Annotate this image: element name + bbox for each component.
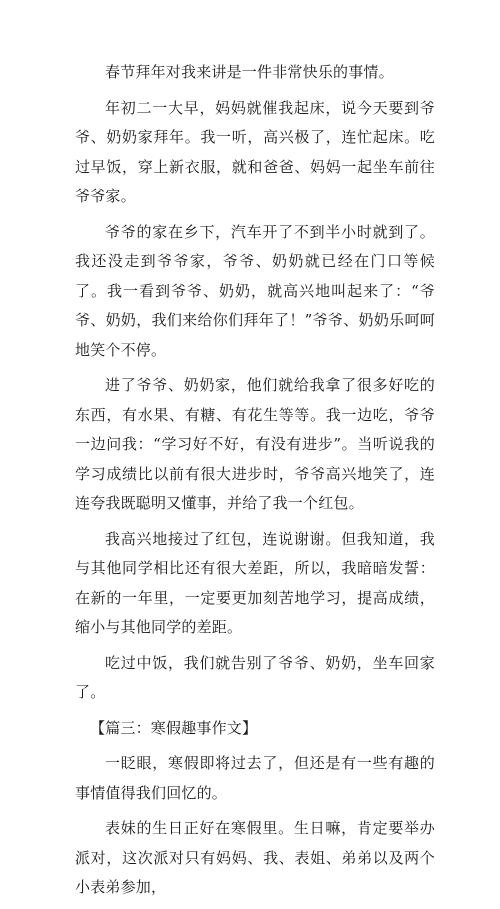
paragraph-grandparents-home: 爷爷的家在乡下，汽车开了不到半小时就到了。我还没走到爷爷家，爷爷、奶奶就已经在门口等候了。我一看到爷爷、奶奶，就高兴地叫起来了：“爷爷、奶奶，我们来给你们拜年了！”爷爷、奶奶乐呵呵地笑个不停。 xyxy=(75,222,435,359)
paragraph-intro: 春节拜年对我来讲是一件非常快乐的事情。 xyxy=(105,63,394,81)
document-body xyxy=(75,58,435,909)
paragraph-red-envelope: 进了爷爷、奶奶家，他们就给我拿了很多好吃的东西，有水果、有糖、有花生等等。我一边吃，爷爷一边问我：“学习好不好，有没有进步”。当听说我的学习成绩比以前有很大进步时，爷爷高兴地笑了，连连夸我既聪明又懂事，并给了我一个红包。 xyxy=(75,376,435,512)
paragraph-vow: 我高兴地接过了红包，连说谢谢。但我知道，我与其他同学相比还有很大差距，所以，我暗暗发誓：在新的一年里，一定要更加刻苦地学习，提高成绩，缩小与其他同学的差距。 xyxy=(75,529,435,636)
paragraph-return-home: 吃过中饭，我们就告别了爷爷、奶奶，坐车回家了。 xyxy=(75,653,435,701)
section-heading: 【篇三：寒假趣事作文】 xyxy=(90,718,258,737)
paragraph-cousin-birthday: 表妹的生日正好在寒假里。生日嘛，肯定要举办派对，这次派对只有妈妈、我、表姐、弟弟以及两个小表弟参加， xyxy=(75,819,435,896)
paragraph-winter-break: 一眨眼，寒假即将过去了，但还是有一些有趣的事情值得我们回忆的。 xyxy=(75,754,435,802)
paragraph-morning: 年初二一大早，妈妈就催我起床，说今天要到爷爷、奶奶家拜年。我一听，高兴极了，连忙起床。吃过早饭，穿上新衣服，就和爸爸、妈妈一起坐车前往爷爷家。 xyxy=(75,98,435,205)
